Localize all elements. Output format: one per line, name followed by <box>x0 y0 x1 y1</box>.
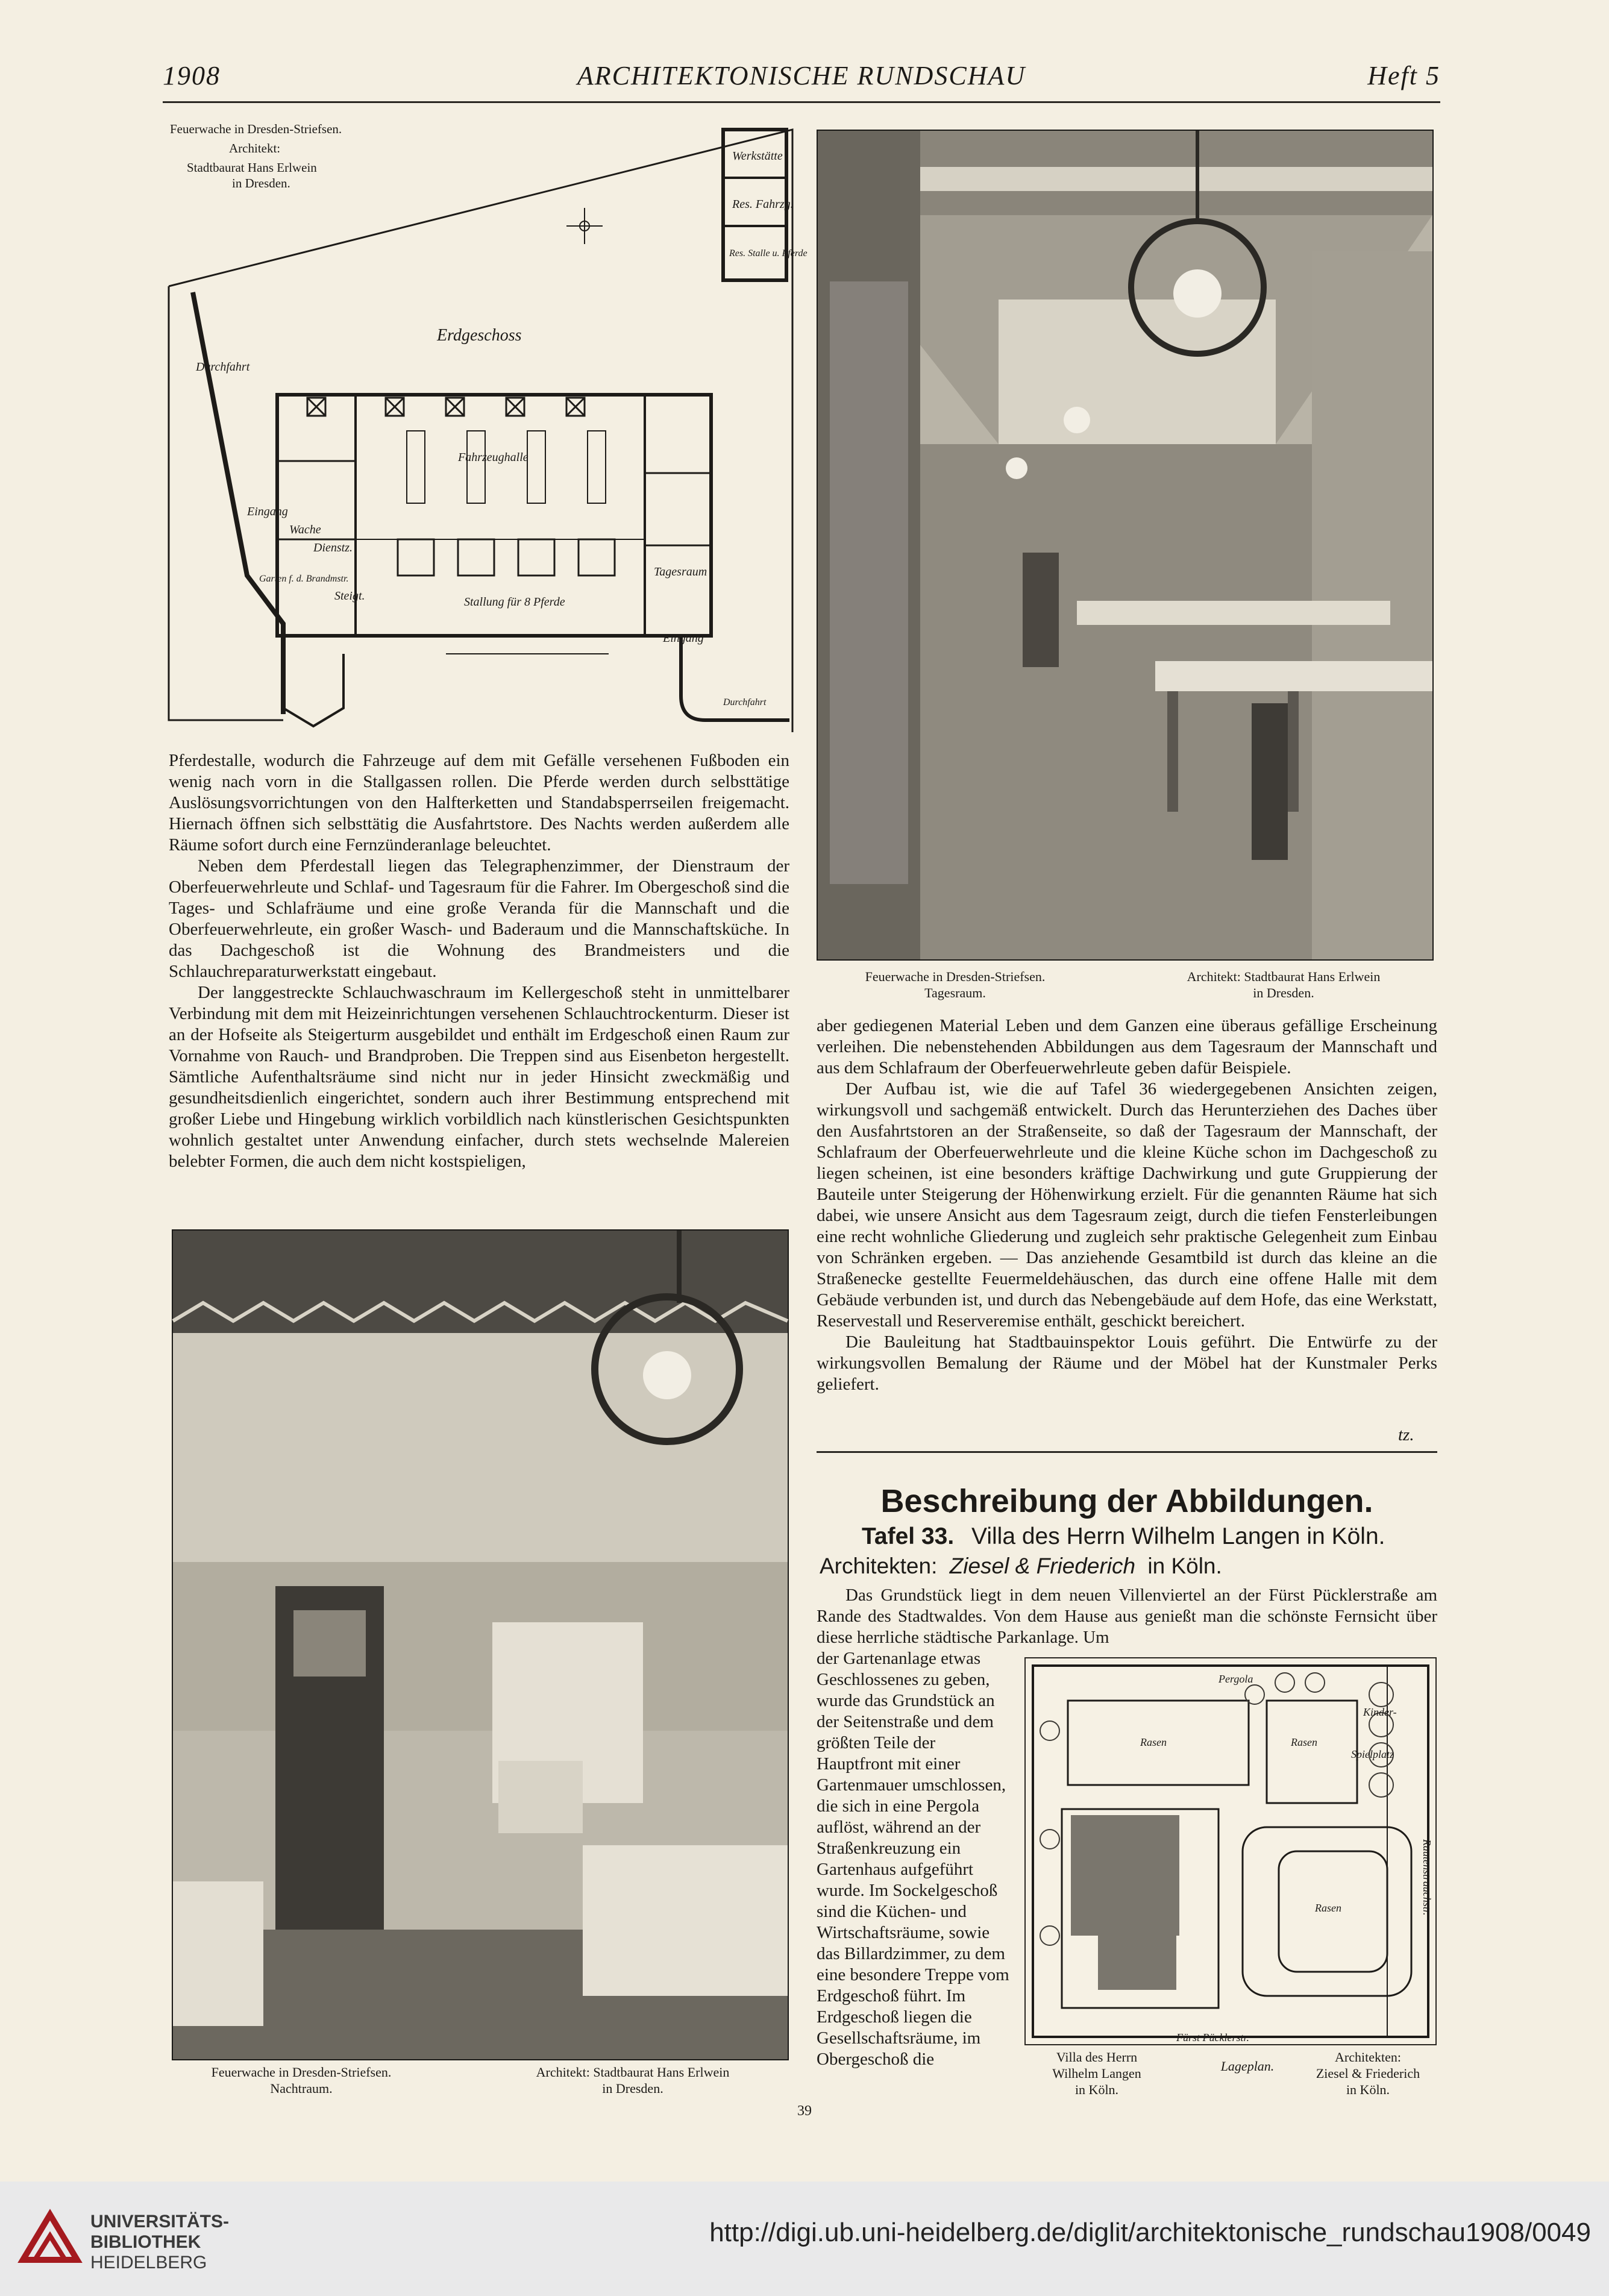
plan2-caption-left-2: Wilhelm Langen <box>1052 2066 1141 2081</box>
plan2-label-rasen-2: Rasen <box>1291 1736 1317 1748</box>
site-plan-drawing <box>1026 1658 1435 2044</box>
right-paragraph: Der Aufbau ist, wie die auf Tafel 36 wiedergegebenen Ansichten zeigen, wirkungsvoll und sachgemäß entwickelt. Durch das Herunterziehen des Daches über den Ausfahrtstoren an der Straßenseite, so daß der Tagesraum der Mannschaft, der Schlafraum der Oberfeuerwehrleute und die kleine Küche schon im Dachgeschoß zu liegen scheinen, ist eine besonders kräftige Dachwirkung und gute Gruppierung der Bauteile unter Steigerung der Höhenwirkung erzielt. Für die genannten Räume hat sich dabei, wie unsere Ansicht aus dem Tagesraum zeigt, durch die tiefen Fensterleibungen eine recht wohnliche Gliederung und zugleich sehr praktische Gelegenheit zum Einbau von Schränken ergeben. — Das anziehende Gesamtbild ist durch das kleine an die Straßenecke gestellte Feuermeldehäuschen, das durch eine offene Halle mit dem Gebäude verbunden ist, und durch das Nebengebäude auf dem Hofe, das eine Werkstatt, Reservestall und Reserveremise enthält, geschickt bereichert. <box>817 1079 1437 1331</box>
left-paragraph: Pferdestalle, wodurch die Fahrzeuge auf dem mit Gefälle versehenen Fußboden ein wenig nach vorn in die Stallgassen rollen. Die Pferde werden durch selbsttätige Auslösungsvorrichtungen von den Halfterketten und Standabsperrseilen freigemacht. Hiernach öffnen sich selbsttätig die Ausfahrtstore. Des Nachts werden außerdem alle Räume sofort durch eine Fernzünderanlage beleuchtet. <box>169 751 789 855</box>
architects-line <box>820 1554 1222 1579</box>
architects-label: Architekten: <box>820 1554 938 1578</box>
photo-top-caption-left-2: Tagesraum. <box>924 985 986 1000</box>
library-name <box>90 2212 229 2273</box>
photo-nachtraum-image <box>173 1231 788 2059</box>
tafel-title: Villa des Herrn Wilhelm Langen in Köln. <box>971 1523 1385 1549</box>
plan1-room-13: Durchfahrt <box>723 697 767 707</box>
plan1-room-1: Res. Fahrzg. <box>732 198 794 211</box>
running-header <box>163 60 1440 102</box>
photo-top-caption-left-1: Feuerwache in Dresden-Striefsen. <box>865 969 1046 984</box>
plan2-caption-right <box>1302 2049 1434 2098</box>
photo-tagesraum-image <box>818 131 1432 959</box>
section-narrow-text <box>817 1648 1009 2070</box>
section-rule <box>817 1451 1437 1453</box>
photo-bottom-caption-left <box>181 2064 422 2097</box>
photo-bottom-caption-right-2: in Dresden. <box>602 2081 663 2096</box>
plan2-label-rasen-3: Rasen <box>1315 1902 1341 1914</box>
photo-top-caption-left <box>829 968 1082 1001</box>
left-paragraph: Neben dem Pferdestall liegen das Telegraphenzimmer, der Dienstraum der Oberfeuerwehrleute und Schlaf- und Tagesraum für die Fahrer. Im Obergeschoß sind die Tages- und Schlafräume und eine große Veranda für die Mannschaft und die Oberfeuerwehrleute, ein großer Wasch- und Baderaum und die Mannschaftsküche. In das Dachgeschoß ist die Wohnung des Brandmeisters und die Schlauchreparaturwerkstatt eingebaut. <box>169 856 789 981</box>
tafel-number: Tafel 33. <box>862 1523 955 1549</box>
header-year: 1908 <box>163 61 221 90</box>
plan1-architect-label: Architekt: <box>229 141 281 155</box>
site-plan <box>1024 1657 1437 2045</box>
header-rule <box>163 101 1440 103</box>
right-column-text <box>817 1015 1437 1395</box>
photo-tagesraum <box>817 130 1434 961</box>
left-paragraph: Der langgestreckte Schlauchwaschraum im Kellergeschoß steht in unmittelbarer Verbindung mit dem mit Heizeinrichtungen versehenen Schlauchtrockenturm. Dieser ist an der Hofseite als Steigerturm ausgebildet und enthält im Erdgeschoß einen Raum zur Vornahme von Rauch- und Brandproben. Die Treppen sind aus Eisenbeton hergestellt. Sämtliche Aufenthaltsräume sind nicht nur in jeder Hinsicht zweckmäßig und gesundheitsdienlich eingerichtet, sondern auch ihrer Bestimmung entsprechend mit großer Liebe und Hingebung wirklich vorbildlich nach künstlerischen Gesichtspunkten wohnlich gestaltet unter Anwendung einfacher, durch stets wechselnde Malereien belebter Formen, die auch dem nicht kostspieligen, <box>169 983 789 1171</box>
library-footer <box>0 2182 1609 2296</box>
plan2-caption-left-3: in Köln. <box>1074 2082 1119 2097</box>
header-issue: Heft 5 <box>1367 61 1440 90</box>
footer-url-link[interactable]: http://digi.ub.uni-heidelberg.de/diglit/architektonische_rundschau1908/0049 <box>709 2218 1591 2247</box>
tafel-line <box>862 1523 1385 1550</box>
plan1-floor: Erdgeschoss <box>437 326 522 345</box>
photo-top-caption-right-1: Architekt: Stadtbaurat Hans Erlwein <box>1187 969 1381 984</box>
plan1-room-6: Dienstz. <box>313 541 353 554</box>
right-paragraph: aber gediegenen Material Leben und dem Ganzen eine überaus gefällige Erscheinung verleihen. Die nebenstehenden Abbildungen aus dem Tagesraum der Mannschaft und aus dem Schlafraum der Oberfeuerwehrleute geben dafür Beispiele. <box>817 1016 1437 1077</box>
plan1-room-11: Stallung für 8 Pferde <box>464 595 565 609</box>
plan1-room-2: Res. Stalle u. Pferde <box>729 248 808 259</box>
plan2-label-pergola: Pergola <box>1219 1673 1253 1685</box>
architects-city: in Köln. <box>1147 1554 1222 1578</box>
right-paragraph: Die Bauleitung hat Stadtbauinspektor Louis geführt. Die Entwürfe zu der wirkungsvollen Bemalung der Räume und der Möbel hat der Kunstmaler Perks geliefert. <box>817 1332 1437 1394</box>
photo-top-caption-right <box>1133 968 1434 1001</box>
signature: tz. <box>1398 1425 1414 1444</box>
plan2-label-rasen-1: Rasen <box>1140 1736 1167 1748</box>
plan1-room-9: Steigt. <box>334 589 365 603</box>
photo-top-caption-right-2: in Dresden. <box>1253 985 1314 1000</box>
plan1-title: Feuerwache in Dresden-Striefsen. <box>170 122 342 136</box>
plan2-caption-left <box>1030 2049 1163 2098</box>
plan1-room-10: Tagesraum <box>654 565 707 579</box>
plan2-caption-right-1: Architekten: <box>1335 2050 1401 2065</box>
plan1-city: in Dresden. <box>232 176 290 190</box>
library-logo-icon <box>17 2206 83 2272</box>
section-heading: Beschreibung der Abbildungen. <box>880 1483 1373 1519</box>
photo-bottom-caption-right-1: Architekt: Stadtbaurat Hans Erlwein <box>536 2065 730 2080</box>
plan2-label-spielplatz: Spielplatz <box>1351 1748 1394 1760</box>
photo-bottom-caption-left-2: Nachtraum. <box>270 2081 333 2096</box>
section-narrow: der Gartenanlage etwas Geschlossenes zu geben, wurde das Grundstück an der Seitenstraße und dem größten Teile der Hauptfront mit einer Gartenmauer umschlossen, die sich in eine Pergola auflöst, während an der Straßenkreuzung ein Gartenhaus aufgeführt wurde. Im Sockelgeschoß sind die Küchen- und Wirtschaftsräume, sowie das Billardzimmer, zu dem eine besondere Treppe vom Erdgeschoß führt. Im Erdgeschoß liegen die Gesellschaftsräume, im Obergeschoß die <box>817 1649 1009 2069</box>
floor-plan-drawing <box>163 118 808 732</box>
photo-nachtraum <box>172 1229 789 2060</box>
left-column-text <box>169 750 789 1172</box>
section-intro-text <box>817 1585 1437 1648</box>
plan2-label-street-front: Fürst Pücklerstr. <box>1176 2031 1249 2044</box>
library-name-3: HEIDELBERG <box>90 2253 207 2272</box>
plan2-label-street-side: Rautenstrauchstr. <box>1421 1839 1433 1916</box>
plan1-room-5: Fahrzeughalle <box>458 451 528 464</box>
library-name-2: BIBLIOTHEK <box>90 2232 201 2252</box>
plan1-room-7: Eingang <box>247 505 288 518</box>
header-journal: ARCHITEKTONISCHE RUNDSCHAU <box>577 61 1026 90</box>
plan1-room-0: Werkstätte <box>732 149 783 163</box>
plan2-label-kinder: Kinder- <box>1363 1706 1397 1718</box>
page-number: 39 <box>797 2103 812 2119</box>
plan2-caption-right-2: Ziesel & Friederich <box>1316 2066 1420 2081</box>
plan1-architect: Stadtbaurat Hans Erlwein <box>187 160 317 175</box>
plan1-room-12: Eingang <box>663 632 704 645</box>
photo-bottom-caption-left-1: Feuerwache in Dresden-Striefsen. <box>211 2065 392 2080</box>
library-name-1: UNIVERSITÄTS- <box>90 2212 230 2232</box>
architects-names: Ziesel & Friederich <box>949 1554 1136 1578</box>
floor-plan-figure <box>163 118 808 732</box>
plan2-caption-left-1: Villa des Herrn <box>1056 2050 1138 2065</box>
plan2-caption-center: Lageplan. <box>1220 2059 1275 2074</box>
plan2-caption-right-3: in Köln. <box>1346 2082 1390 2097</box>
section-intro: Das Grundstück liegt in dem neuen Villenviertel an der Fürst Pücklerstraße am Rande des Stadtwaldes. Von dem Hause aus genießt man die schönste Fernsicht über diese herrliche städtische Parkanlage. Um <box>817 1586 1437 1647</box>
plan1-room-8: Garten f. d. Brandmstr. <box>259 574 349 584</box>
plan1-room-3: Durchfahrt <box>196 360 250 374</box>
photo-bottom-caption-right <box>482 2064 783 2097</box>
plan1-room-4: Wache <box>289 523 321 536</box>
